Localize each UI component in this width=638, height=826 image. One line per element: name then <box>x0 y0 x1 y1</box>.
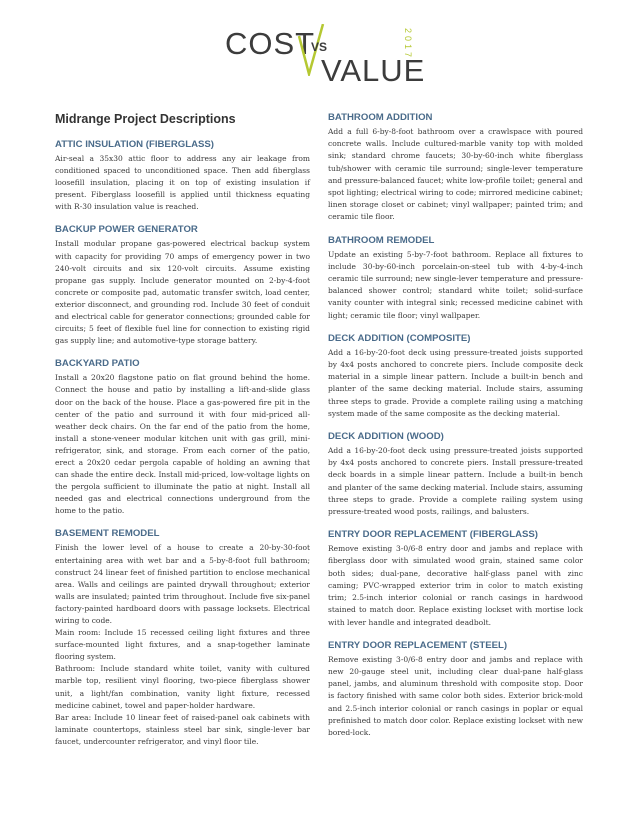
section-bathroom-remodel <box>328 235 583 322</box>
section-title: BACKYARD PATIO <box>55 358 140 370</box>
section-backyard-patio <box>55 358 310 517</box>
section-body: Air-seal a 35x30 attic floor to address any air leakage from conditioned spaced to unconditioned space. Then add fiberglass loosefill insulation, placing it on top of existing insulation if present. Fiberglass loosefill is applied until thickness equating with R-30 insulation value is reached. <box>55 154 310 212</box>
section-backup-power-generator <box>55 224 310 347</box>
section-body: Update an existing 5-by-7-foot bathroom. Replace all fixtures to include 30-by-60-inch porcelain-on-steel tub with 4-by-4-inch ceramic tile surround; new single-lever temperature and pressure-balanced shower control; standard white toilet; solid-surface vanity counter with integral sink; recessed medicine cabinet with light; ceramic tile floor; vinyl wallpaper. <box>328 249 583 320</box>
section-body: Add a 16-by-20-foot deck using pressure-treated joists supported by 4x4 posts anchored to concrete piers. Install pressure-treated deck boards in a simple linear pattern. Include a built-in bench and planter of the same decking material. Include stairs, assuming three steps to grade. Provide a complete railing system using pressure-treated wood posts, railings, and balusters. <box>328 446 583 517</box>
section-bathroom-addition <box>328 112 583 224</box>
section-body-main-room: Main room: Include 15 recessed ceiling light fixtures and three surface-mounted light fixtures, and a snap-together laminate flooring system. <box>55 628 310 662</box>
right-column <box>328 112 583 750</box>
section-body: Remove existing 3-0/6-8 entry door and jambs and replace with new 20-gauge steel unit, including clear dual-pane half-glass panel, jambs, and aluminum threshold with composite stop. Door is factory finished with same color both sides. Exterior brick-mold and 2.5-inch interior colonial or ranch casings in poplar or equal prefinished to match door color. Replace existing lockset with new bored-lock. <box>328 654 583 737</box>
section-attic-insulation <box>55 139 310 213</box>
section-title: BASEMENT REMODEL <box>55 528 160 540</box>
section-title: BATHROOM REMODEL <box>328 234 435 246</box>
left-column <box>55 112 310 759</box>
section-body-bar-area: Bar area: Include 10 linear feet of raised-panel oak cabinets with laminate countertops, stainless steel bar sink, single-lever bar faucet, undercounter refrigerator, and vinyl floor tile. <box>55 712 310 746</box>
section-body-bathroom: Bathroom: Include standard white toilet, vanity with cultured marble top, resilient vinyl flooring, two-piece fiberglass shower unit, a light/fan combination, vanity light fixture, recessed medicine cabinet, towel and paper-holder hardware. <box>55 664 310 710</box>
section-title: BACKUP POWER GENERATOR <box>55 224 198 236</box>
section-body: Install a 20x20 flagstone patio on flat ground behind the home. Connect the house and patio by installing a lift-and-slide glass door on the back of the house. Place a gas-powered fire pit in the center of the patio and surround it with four mid-priced all-weather deck chairs. On the far end of the patio from the home, install a stone-veneer modular kitchen unit with gas grill, mini-refrigerator, sink, and storage. From each corner of the patio, erect a 20x20 cedar pergola capable of holding an awning that can shade the entire deck. Install mid-priced, low-voltage lights on the pergola sufficient to illuminate the patio at night. Install all needed gas and electrical connections underground from the home to the patio. <box>55 373 310 516</box>
cost-vs-value-logo <box>225 20 435 88</box>
section-title: DECK ADDITION (WOOD) <box>328 431 444 443</box>
section-deck-addition-composite <box>328 333 583 420</box>
logo-vs-text: VS <box>311 40 328 54</box>
document-title: Midrange Project Descriptions <box>55 112 236 126</box>
section-body: Install modular propane gas-powered electrical backup system with capacity for providing 70 amps of emergency power in two 240-volt circuits and six 120-volt circuits. Assume existing propane gas supply. Include generator mounted on 2-by-4-foot concrete or composite pad, automatic transfer switch, load center, exterior disconnect, and grounding rod. Include 30 feet of conduit and electrical cable for generator connections; grounded cable for circuits; 5 feet of flexible fuel line for connection to existing rigid gas supply line; and automotive-type storage battery. <box>55 239 310 346</box>
section-body: Add a full 6-by-8-foot bathroom over a crawlspace with poured concrete walls. Include cultured-marble vanity top with molded sink; standard chrome faucets; 30-by-60-inch white fiberglass tub/shower with ceramic tile surround; single-lever temperature and pressure-balanced faucet; white low-profile toilet; general and spot lighting; electrical wiring to code; mirrored medicine cabinet; linen storage closet or cabinet; vinyl wallpaper; painted trim; and ceramic tile floor. <box>328 127 583 222</box>
section-title: BATHROOM ADDITION <box>328 112 433 123</box>
section-body: Remove existing 3-0/6-8 entry door and jambs and replace with fiberglass door with simulated wood grain, stained same color both sides; dual-pane, decorative half-glass panel with zinc caming; PVC-wrapped exterior trim in color to match existing trim; 2.5-inch interior colonial or ranch casings in hardwood stained to match door. Replace existing lockset with mortise lock with lever handle and integrated deadbolt. <box>328 544 583 627</box>
section-title: ATTIC INSULATION (FIBERGLASS) <box>55 139 214 150</box>
section-title: DECK ADDITION (COMPOSITE) <box>328 332 471 344</box>
section-basement-remodel <box>55 528 310 748</box>
section-entry-door-steel <box>328 640 583 739</box>
logo-cost-text: COST <box>225 26 316 61</box>
logo-value-text: VALUE <box>321 53 426 88</box>
section-title: ENTRY DOOR REPLACEMENT (FIBERGLASS) <box>328 529 539 541</box>
logo-year-text: 2017 <box>403 28 413 61</box>
section-body: Finish the lower level of a house to create a 20-by-30-foot entertaining area with wet bar and a 5-by-8-foot full bathroom; construct 24 linear feet of finished partition to enclose mechanical area. Walls and ceilings are painted drywall throughout; exterior walls are insulated; painted trim throughout. Include five six-panel factory-painted hardboard doors with passage locksets. Electrical wiring to code. <box>55 543 310 625</box>
section-body: Add a 16-by-20-foot deck using pressure-treated joists supported by 4x4 posts anchored to concrete piers. Include composite deck material in a simple linear pattern. Include a built-in bench and planter of the same decking material. Include stairs, assuming three steps to grade. Provide a complete railing using a matching system made of the same composite as the decking material. <box>328 347 583 418</box>
section-deck-addition-wood <box>328 431 583 518</box>
section-entry-door-fiberglass <box>328 529 583 628</box>
section-title: ENTRY DOOR REPLACEMENT (STEEL) <box>328 639 508 651</box>
